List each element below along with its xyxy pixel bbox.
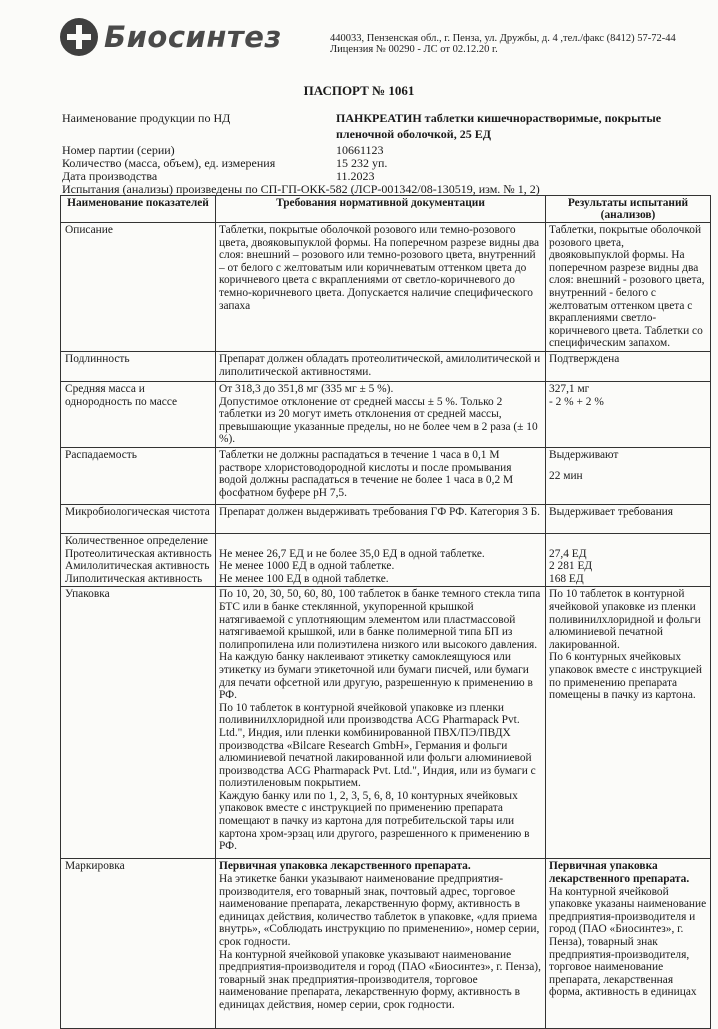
table-header-row bbox=[61, 196, 711, 223]
row-name: Средняя масса и однородность по массе bbox=[61, 382, 216, 448]
packaging-bottles: По 10, 20, 30, 50, 60, 80, 100 таблеток в банке темного стекла типа БТС или в банке стеклянной, укупоренной крышкой натягиваемой с уплотняющим элементом или пластмассовой натягиваемой крышкой, или в банке полимерной типа БП из полипропилена или полиэтилена низкого или высокого давления. bbox=[219, 588, 541, 651]
row-name: Распадаемость bbox=[61, 448, 216, 505]
row-requirement bbox=[216, 587, 546, 859]
row-result bbox=[546, 382, 711, 448]
header-parameter: Наименование показателей bbox=[61, 196, 216, 223]
company-logo bbox=[60, 18, 282, 56]
disintegration-time: 22 мин bbox=[549, 469, 583, 482]
row-result: Выдерживает требования bbox=[546, 505, 711, 534]
row-name: Маркировка bbox=[61, 859, 216, 1029]
table-row bbox=[61, 382, 711, 448]
row-requirement bbox=[216, 382, 546, 448]
company-license: Лицензия № 00290 - ЛС от 02.12.20 г. bbox=[330, 44, 498, 55]
header-results: Результаты испытаний (анализов) bbox=[546, 196, 711, 223]
quantity-value: 15 232 уп. bbox=[336, 156, 388, 170]
row-result: Подтверждена bbox=[546, 352, 711, 382]
date-label: Дата производства bbox=[62, 169, 158, 183]
table-row bbox=[61, 352, 711, 382]
assay-amylolytic-req: Не менее 1000 ЕД в одной таблетке. bbox=[219, 560, 395, 573]
row-requirement: Препарат должен обладать протеолитической, амилолитической и липолитической активностями. bbox=[216, 352, 546, 382]
row-result bbox=[546, 448, 711, 505]
document-title: ПАСПОРТ № 1061 bbox=[303, 83, 415, 98]
marking-result-blister: На контурной ячейковой упаковке указаны наименование предприятия-производителя и город (ПАО «Биосинтез», г. Пенза), товарный знак предприятия-производителя, торговое наименование препарата, лекарственная форма, активность в единицах bbox=[549, 885, 707, 999]
product-label: Наименование продукции по НД bbox=[62, 111, 231, 125]
table-row bbox=[61, 534, 711, 587]
row-name: Упаковка bbox=[61, 587, 216, 859]
assay-proteolytic-req: Не менее 26,7 ЕД и не более 35,0 ЕД в одной таблетке. bbox=[219, 547, 485, 560]
row-requirement: Таблетки не должны распадаться в течение 1 часа в 0,1 М растворе хлористоводородной кислоты и после промывания водой должны распадаться в течение не более 1 часа в 0,2 М фосфатном буфере рН 7,5. bbox=[216, 448, 546, 505]
table-row bbox=[61, 223, 711, 352]
quantity-label: Количество (масса, объем), ед. измерения bbox=[62, 156, 276, 170]
packaging-blisters: По 10 таблеток в контурной ячейковой упаковке из пленки поливинилхлоридной или производства ACG Pharmapack Pvt. Ltd.", Индия, или пленки комбинированной ПВХ/ПЭ/ПВДХ производства «Bilcare Research GmbH», Германия и фольги алюминиевой печатной лакированной или фольги алюминиевой производства ACG Pharmapack Pvt. Ltd.", Индия, или из бумаги с полиэтиленовым покрытием. bbox=[219, 701, 536, 790]
row-requirement: Таблетки, покрытые оболочкой розового или темно-розового цвета, двояковыпуклой формы. На поперечном разрезе видны два слоя: внешний – розового или темно-розового цвета, внутренний – от белого с желтоватым или коричневатым оттенком цвета до коричневого цвета с вкраплениями от светло-коричневого до темно-коричневого цвета. Допускается наличие специфического запаха bbox=[216, 223, 546, 352]
disintegration-result: Выдерживают bbox=[549, 449, 619, 461]
row-result bbox=[546, 534, 711, 587]
row-result bbox=[546, 587, 711, 859]
packaging-result-carton: По 6 контурных ячейковых упаковок вместе с инструкцией по применению препарата помещены в пачку из картона. bbox=[549, 651, 702, 702]
row-name bbox=[61, 534, 216, 587]
company-name: Биосинтез bbox=[104, 20, 282, 54]
assay-amylolytic: Амилолитическая активность bbox=[65, 560, 210, 573]
row-name: Микробиологическая чистота bbox=[61, 505, 216, 534]
cross-icon bbox=[60, 18, 98, 56]
packaging-labels: На каждую банку наклеивают этикетку самоклеящуюся или этикетку из бумаги этикеточной или бумаги писчей, или бумаги для печати офсетной или другую, разрешенную к применению в РФ. bbox=[219, 651, 533, 702]
row-result bbox=[546, 859, 711, 1029]
mass-deviation: Допустимое отклонение от средней массы ± 5 %. Только 2 таблетки из 20 могут иметь отклонения от средней массы, превышающие указанные пределы, но не более чем в 2 раза (± 10 %). bbox=[219, 395, 538, 446]
table-row bbox=[61, 448, 711, 505]
assay-lipolytic-req: Не менее 100 ЕД в одной таблетке. bbox=[219, 572, 389, 585]
marking-result-heading: Первичная упаковка лекарственного препарата. bbox=[549, 860, 690, 885]
marking-primary-heading: Первичная упаковка лекарственного препарата. bbox=[219, 860, 471, 873]
assay-lipolytic: Липолитическая активность bbox=[65, 572, 203, 585]
packaging-result-blister: По 10 таблеток в контурной ячейковой упаковке из пленки поливинилхлоридной и фольги алюминиевой печатной лакированной. bbox=[549, 588, 701, 651]
row-name: Подлинность bbox=[61, 352, 216, 382]
row-requirement bbox=[216, 859, 546, 1029]
product-value: ПАНКРЕАТИН таблетки кишечнорастворимые, покрытые пленочной оболочкой, 25 ЕД bbox=[336, 111, 662, 141]
table-row bbox=[61, 587, 711, 859]
company-contacts bbox=[330, 33, 710, 55]
company-address: 440033, Пензенская обл., г. Пенза, ул. Дружбы, д. 4 ,тел./факс (8412) 57-72-44 bbox=[330, 33, 676, 44]
row-requirement bbox=[216, 534, 546, 587]
assay-proteolytic: Протеолитическая активность bbox=[65, 547, 212, 560]
packaging-cartons: Каждую банку или по 1, 2, 3, 5, 6, 8, 10 контурных ячейковых упаковок вместе с инструкцией по применению препарата помещают в пачку из картона для потребительской тары или картона хром-эрзац или другого, разрешенного к применению в РФ. bbox=[219, 789, 530, 853]
marking-blister: На контурной ячейковой упаковке указывают наименование предприятия-производителя и город (ПАО «Биосинтез», г. Пенза), товарный знак предприятия-производителя, торговое наименование препарата, лекарственную форму, активность в единицах действия, номер серии, срок годности. bbox=[219, 948, 541, 1011]
tests-basis: Испытания (анализы) произведены по СП-ГП-ОКК-582 (ЛСР-001342/08-130519, изм. № 1, 2) bbox=[62, 182, 540, 196]
assay-lipolytic-res: 168 ЕД bbox=[549, 572, 584, 585]
date-value: 11.2023 bbox=[336, 169, 375, 183]
header-requirements: Требования нормативной документации bbox=[216, 196, 546, 223]
batch-value: 10661123 bbox=[336, 143, 384, 157]
assay-amylolytic-res: 2 281 ЕД bbox=[549, 560, 593, 573]
assay-title: Количественное определение bbox=[65, 535, 208, 547]
row-requirement: Препарат должен выдерживать требования ГФ РФ. Категория 3 Б. bbox=[216, 505, 546, 534]
row-name: Описание bbox=[61, 223, 216, 352]
row-result: Таблетки, покрытые оболочкой розового цвета, двояковыпуклой формы. На поперечном разрезе видны два слоя: внешний - розового цвета, внутренний - белого с желтоватым оттенком цвета с вкраплениями светло-коричневого цвета. Таблетки со специфическим запахом. bbox=[546, 223, 711, 352]
batch-label: Номер партии (серии) bbox=[62, 143, 175, 157]
table-row bbox=[61, 859, 711, 1029]
specification-table bbox=[60, 195, 711, 1029]
table-row bbox=[61, 505, 711, 534]
mass-result: 327,1 мг bbox=[549, 383, 590, 395]
assay-proteolytic-res: 27,4 ЕД bbox=[549, 547, 587, 560]
marking-bottle-label: На этикетке банки указывают наименование предприятия-производителя, его товарный знак, почтовый адрес, торговое наименование препарата, лекарственную форму, активность в единицах действия, количество таблеток в упаковке, «для приема внутрь», «Соблюдать инструкцию по применению», номер серии, срок годности. bbox=[219, 872, 540, 948]
mass-range: От 318,3 до 351,8 мг (335 мг ± 5 %). bbox=[219, 383, 394, 395]
mass-deviation-result: - 2 % + 2 % bbox=[549, 395, 604, 408]
